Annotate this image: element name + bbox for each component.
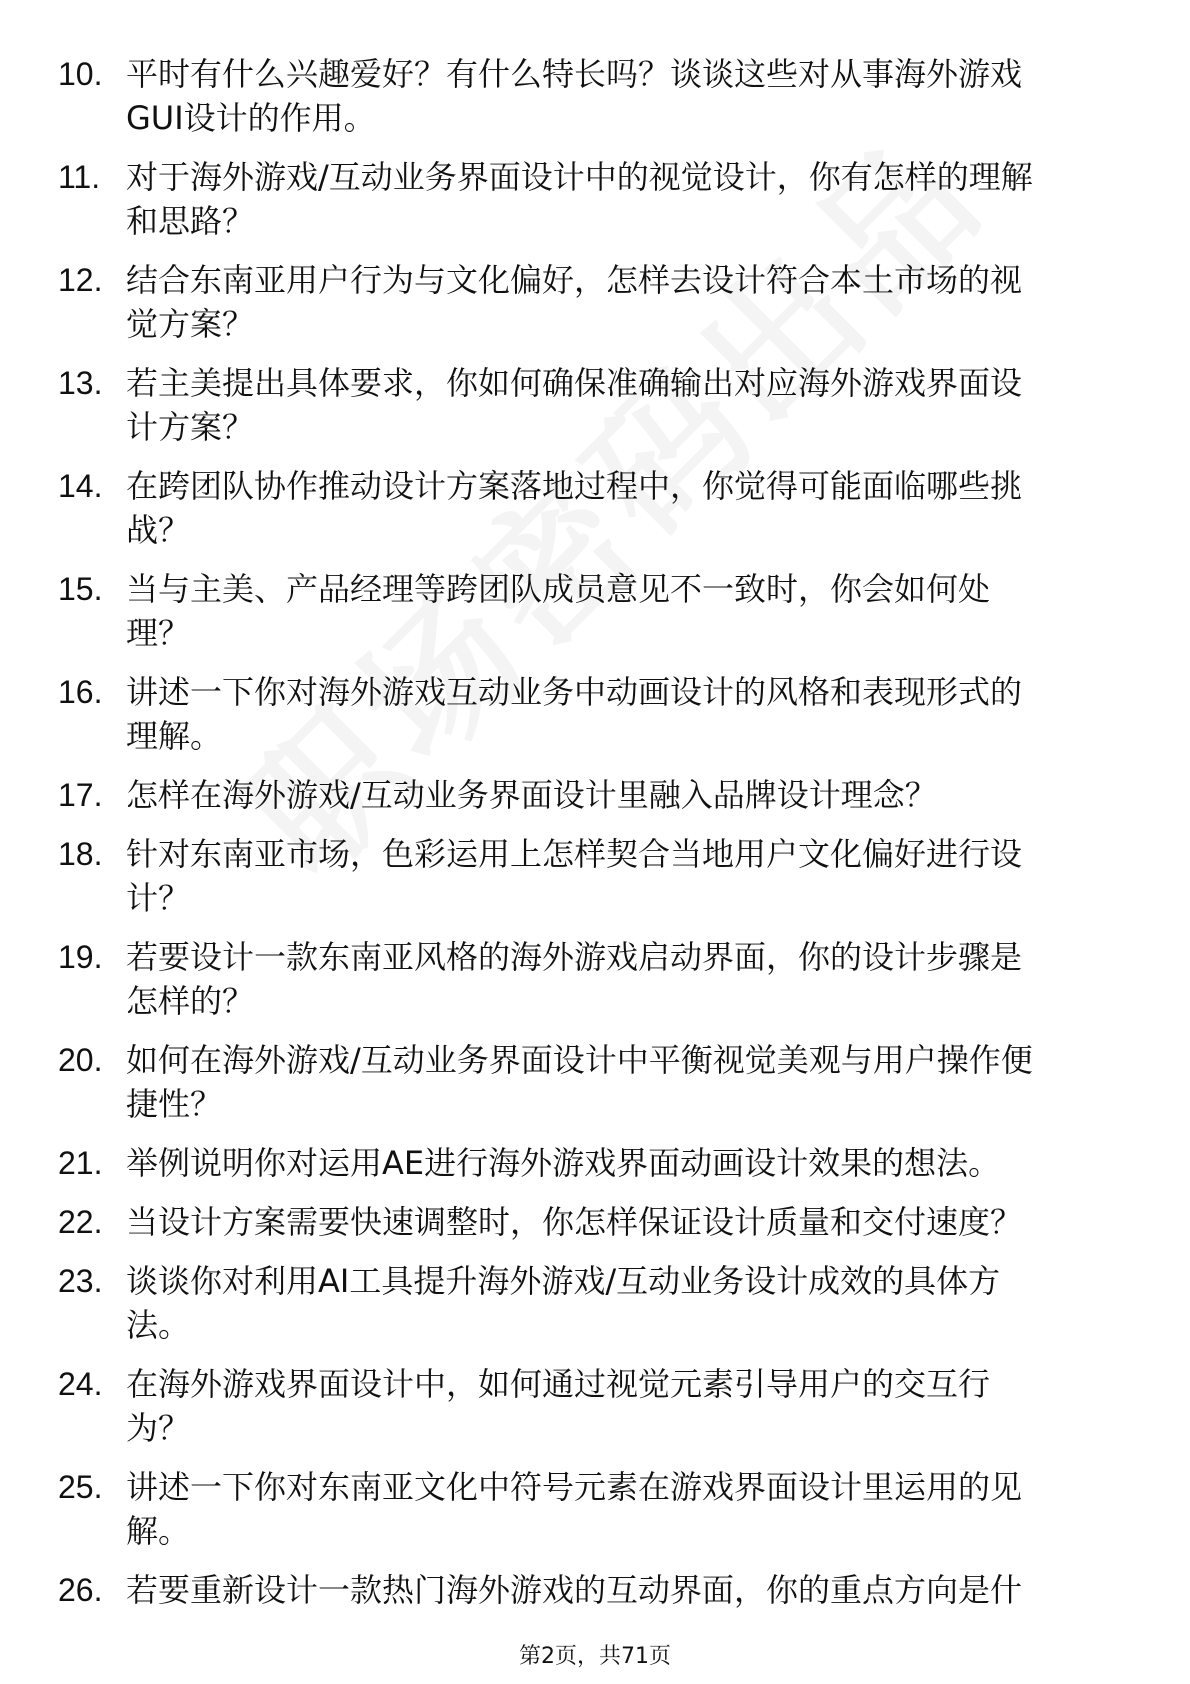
question-text [126, 1038, 1128, 1126]
question-text-line: 战？ [126, 511, 191, 549]
question-text [126, 832, 1128, 920]
question-item [58, 361, 1128, 449]
question-text [126, 52, 1128, 140]
question-text [126, 464, 1128, 552]
question-text-line: 讲述一下你对海外游戏互动业务中动画设计的风格和表现形式的 [126, 673, 1023, 711]
question-item [58, 1200, 1128, 1244]
question-text [126, 155, 1128, 243]
question-text-line: GUI设计的作用。 [126, 99, 376, 137]
question-number: 18. [58, 836, 103, 872]
question-number: 12. [58, 262, 103, 298]
question-text-line: 解。 [126, 1512, 191, 1550]
question-text-line: 举例说明你对运用AE进行海外游戏界面动画设计效果的想法。 [126, 1144, 1001, 1182]
question-text [126, 1200, 1128, 1244]
question-item [58, 155, 1128, 243]
question-text-line: 平时有什么兴趣爱好？有什么特长吗？谈谈这些对从事海外游戏 [126, 55, 1023, 93]
question-text-line: 法。 [126, 1306, 191, 1344]
question-number: 20. [58, 1042, 103, 1078]
question-list [58, 52, 1128, 1627]
question-text-line: 在跨团队协作推动设计方案落地过程中，你觉得可能面临哪些挑 [126, 467, 1023, 505]
question-number: 17. [58, 777, 103, 813]
question-text [126, 1465, 1128, 1553]
question-item [58, 670, 1128, 758]
question-text [126, 773, 1128, 817]
question-text-line: 当与主美、产品经理等跨团队成员意见不一致时，你会如何处 [126, 570, 991, 608]
question-text-line: 如何在海外游戏/互动业务界面设计中平衡视觉美观与用户操作便 [126, 1041, 1033, 1079]
question-item [58, 935, 1128, 1023]
question-text-line: 若要设计一款东南亚风格的海外游戏启动界面，你的设计步骤是 [126, 938, 1023, 976]
question-number: 10. [58, 56, 103, 92]
question-item [58, 1259, 1128, 1347]
question-number: 16. [58, 674, 103, 710]
question-text-line: 针对东南亚市场，色彩运用上怎样契合当地用户文化偏好进行设 [126, 835, 1023, 873]
question-item [58, 52, 1128, 140]
question-number: 26. [58, 1572, 103, 1608]
question-number: 21. [58, 1145, 103, 1181]
question-text-line: 计方案？ [126, 408, 255, 446]
question-number: 23. [58, 1263, 103, 1299]
question-text-line: 和思路？ [126, 202, 255, 240]
question-item [58, 1362, 1128, 1450]
question-text-line: 怎样在海外游戏/互动业务界面设计里融入品牌设计理念？ [126, 776, 937, 814]
question-item [58, 832, 1128, 920]
question-text [126, 361, 1128, 449]
question-item [58, 1465, 1128, 1553]
question-text [126, 1568, 1128, 1612]
question-text-line: 为？ [126, 1409, 191, 1447]
question-text-line: 理解。 [126, 717, 223, 755]
question-text-line: 若主美提出具体要求，你如何确保准确输出对应海外游戏界面设 [126, 364, 1023, 402]
question-item [58, 1038, 1128, 1126]
question-text [126, 1141, 1128, 1185]
question-text-line: 怎样的？ [126, 982, 255, 1020]
question-text [126, 935, 1128, 1023]
question-item [58, 464, 1128, 552]
question-item [58, 567, 1128, 655]
question-text-line: 在海外游戏界面设计中，如何通过视觉元素引导用户的交互行 [126, 1365, 991, 1403]
question-number: 15. [58, 571, 103, 607]
question-text-line: 结合东南亚用户行为与文化偏好，怎样去设计符合本土市场的视 [126, 261, 1023, 299]
page-footer: 第2页，共71页 [519, 1644, 671, 1669]
question-number: 13. [58, 365, 103, 401]
question-number: 22. [58, 1204, 103, 1240]
question-number: 19. [58, 939, 103, 975]
question-text-line: 若要重新设计一款热门海外游戏的互动界面，你的重点方向是什 [126, 1571, 1023, 1609]
question-number: 14. [58, 468, 103, 504]
question-item [58, 1568, 1128, 1612]
question-number: 25. [58, 1469, 103, 1505]
question-text [126, 258, 1128, 346]
question-text-line: 当设计方案需要快速调整时，你怎样保证设计质量和交付速度？ [126, 1203, 1023, 1241]
question-text-line: 觉方案？ [126, 305, 255, 343]
question-item [58, 773, 1128, 817]
question-text [126, 567, 1128, 655]
question-text-line: 谈谈你对利用AI工具提升海外游戏/互动业务设计成效的具体方 [126, 1262, 1001, 1300]
question-number: 24. [58, 1366, 103, 1402]
question-text-line: 讲述一下你对东南亚文化中符号元素在游戏界面设计里运用的见 [126, 1468, 1023, 1506]
question-number: 11. [58, 159, 101, 195]
question-text-line: 理？ [126, 614, 191, 652]
question-text [126, 1362, 1128, 1450]
question-text-line: 捷性？ [126, 1085, 223, 1123]
question-text-line: 计？ [126, 879, 191, 917]
question-item [58, 258, 1128, 346]
question-text-line: 对于海外游戏/互动业务界面设计中的视觉设计，你有怎样的理解 [126, 158, 1033, 196]
question-text [126, 1259, 1128, 1347]
question-item [58, 1141, 1128, 1185]
question-text [126, 670, 1128, 758]
